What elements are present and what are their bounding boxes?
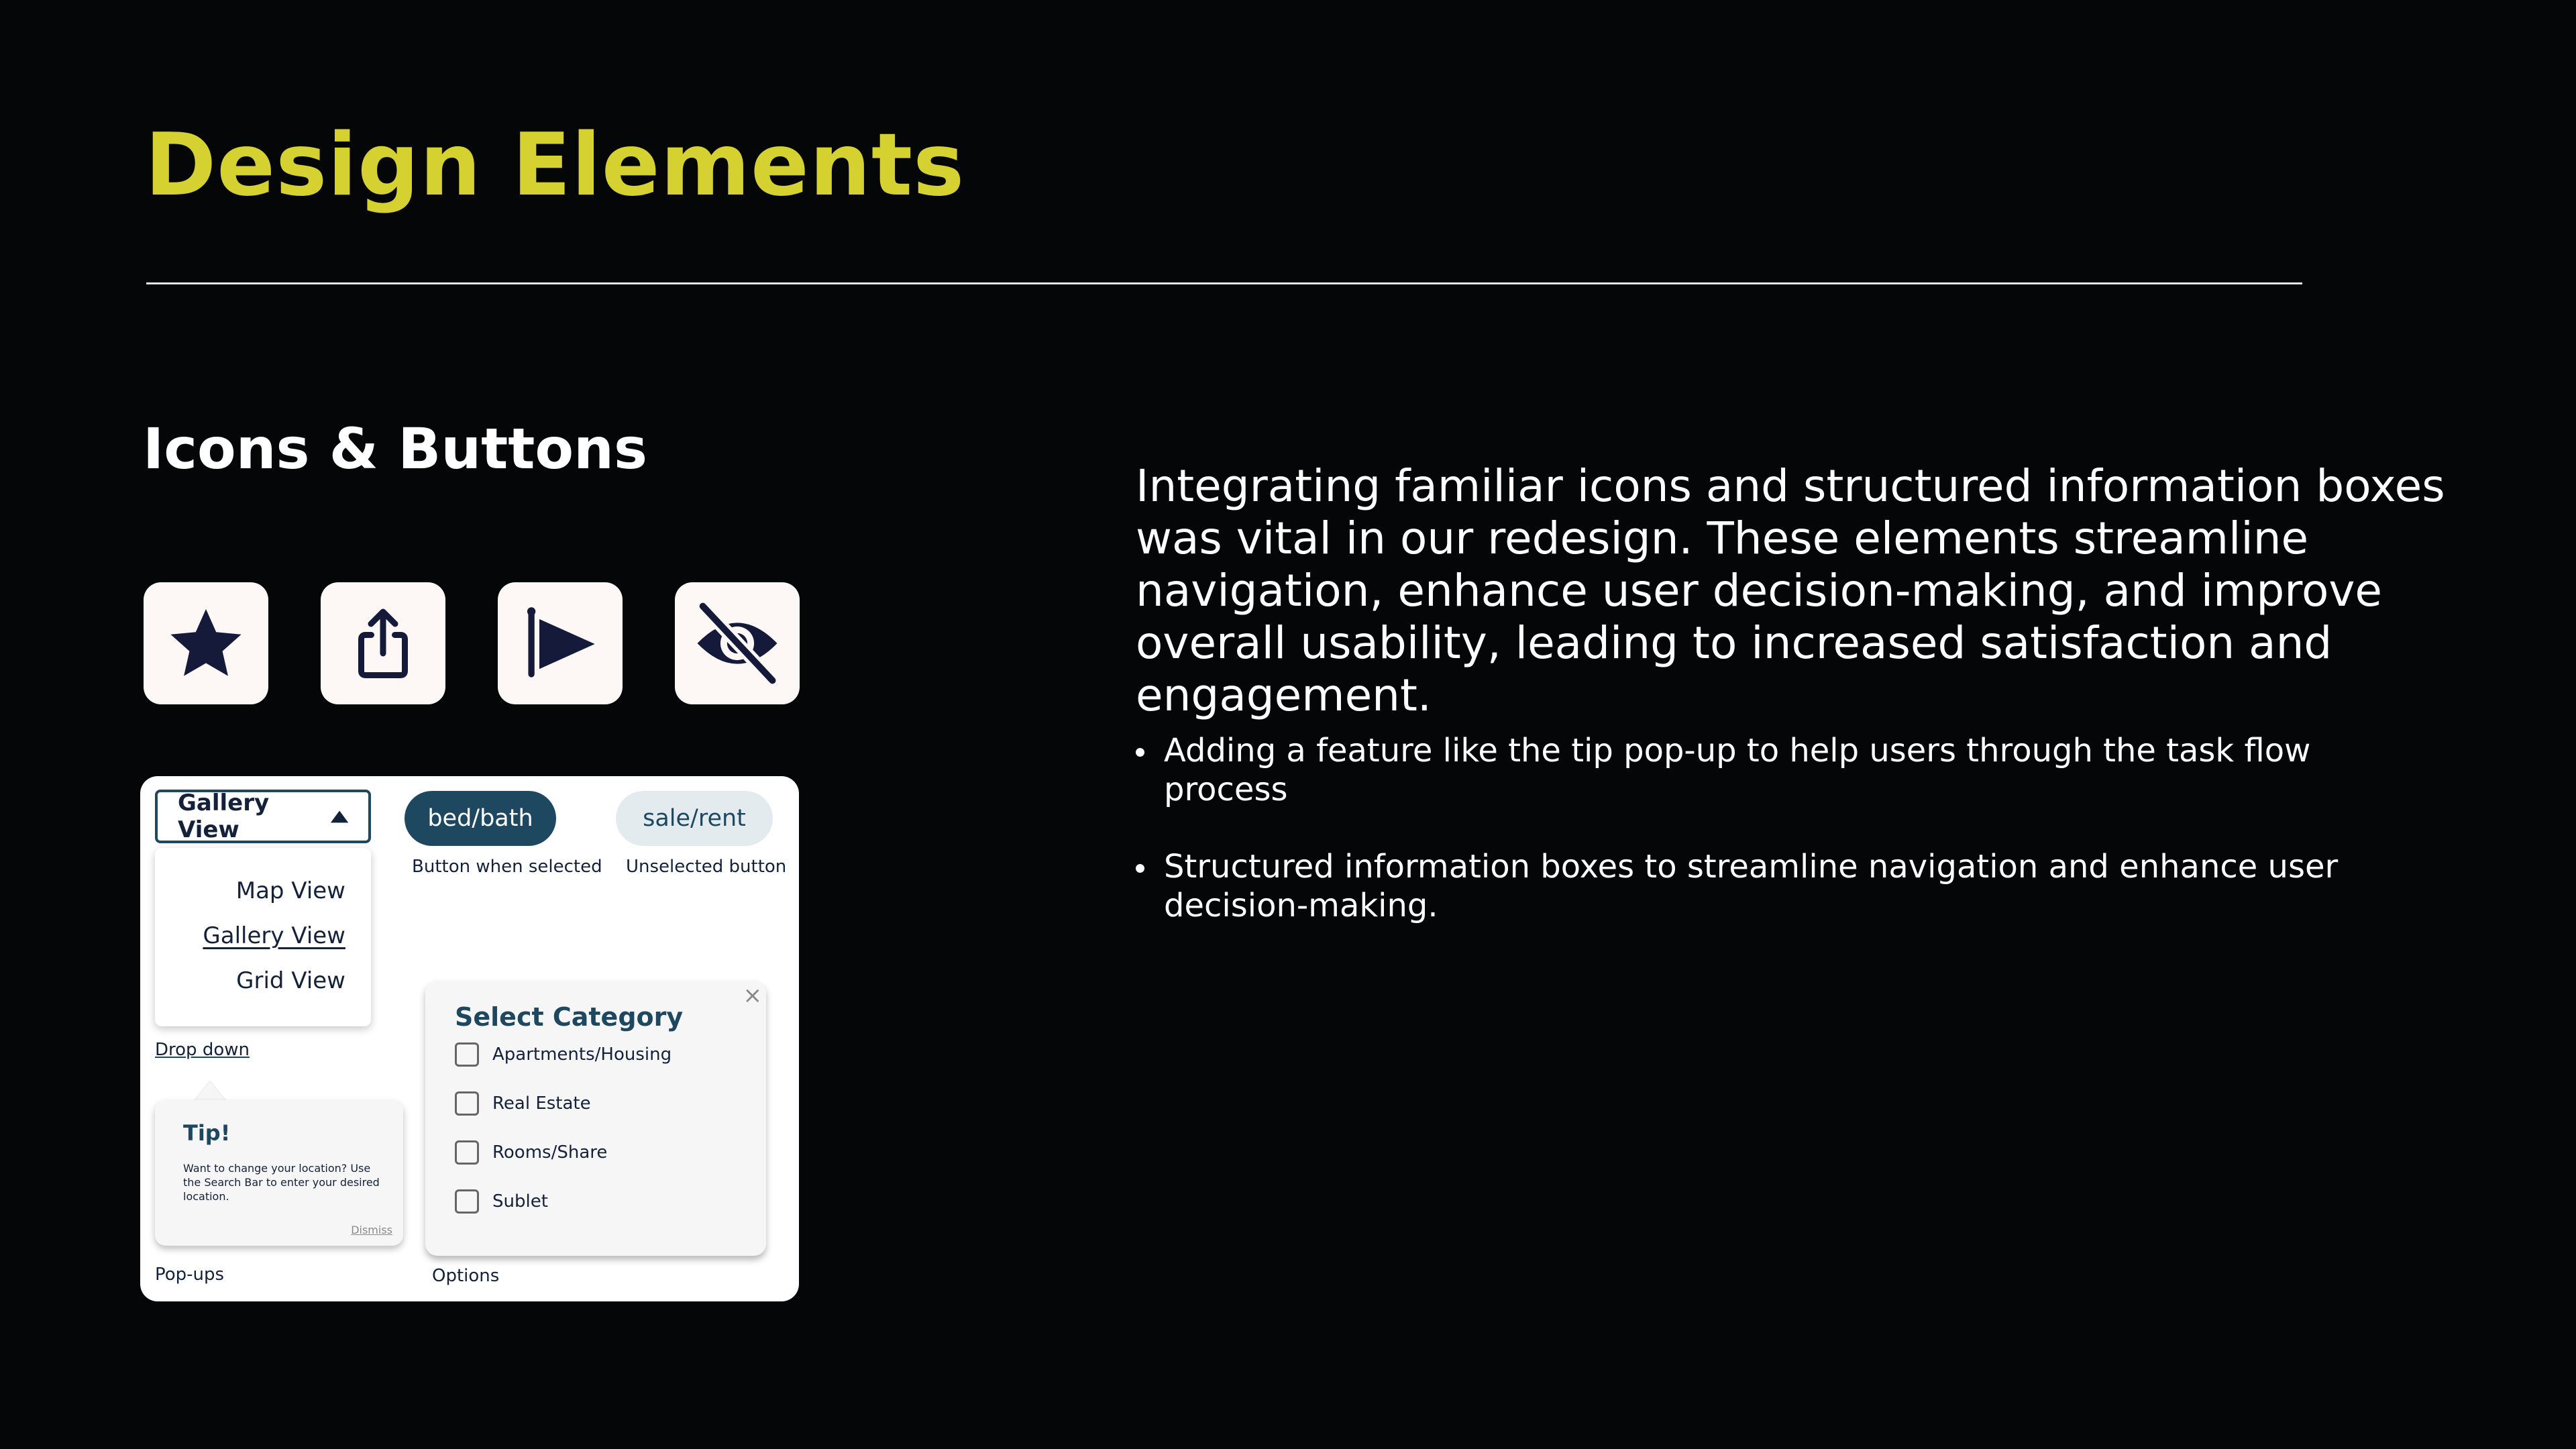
option-label: Rooms/Share bbox=[492, 1142, 608, 1163]
dropdown-selected-label: Gallery View bbox=[178, 790, 270, 843]
caret-up-icon bbox=[329, 808, 350, 824]
components-panel bbox=[140, 776, 799, 1301]
description-paragraph: Integrating familiar icons and structured information boxes was vital in our redesign. These elements streamline navigation, enhance user decision-making, and improve overall usability, leading to increased satisfaction and engagement. bbox=[1136, 460, 2445, 721]
dropdown-option-gallery[interactable]: Gallery View bbox=[203, 922, 345, 949]
tip-card bbox=[155, 1100, 403, 1246]
tip-title: Tip! bbox=[183, 1120, 231, 1146]
bed-bath-button[interactable]: bed/bath bbox=[405, 791, 556, 846]
share-icon bbox=[343, 603, 423, 684]
selected-button-caption: Button when selected bbox=[412, 857, 602, 877]
flag-icon bbox=[519, 602, 602, 685]
eye-off-icon bbox=[690, 596, 784, 690]
checkbox[interactable] bbox=[455, 1042, 479, 1067]
popup-pointer bbox=[194, 1081, 226, 1102]
share-icon-tile[interactable] bbox=[321, 582, 445, 704]
option-real-estate[interactable] bbox=[455, 1091, 591, 1116]
sale-rent-button[interactable]: sale/rent bbox=[616, 791, 773, 846]
checkbox[interactable] bbox=[455, 1091, 479, 1116]
eye-off-icon-tile[interactable] bbox=[675, 582, 800, 704]
section-title: Icons & Buttons bbox=[143, 416, 647, 482]
close-icon[interactable]: × bbox=[743, 982, 762, 1009]
option-sublet[interactable] bbox=[455, 1189, 548, 1214]
dismiss-link[interactable]: Dismiss bbox=[351, 1224, 392, 1236]
unselected-button-caption: Unselected button bbox=[626, 857, 787, 877]
dropdown-caption: Drop down bbox=[155, 1040, 250, 1060]
options-title: Select Category bbox=[455, 1002, 684, 1032]
title-divider bbox=[146, 282, 2302, 284]
flag-icon-tile[interactable] bbox=[498, 582, 623, 704]
dropdown-option-map[interactable]: Map View bbox=[235, 877, 345, 904]
checkbox[interactable] bbox=[455, 1140, 479, 1165]
bullet-item: Adding a feature like the tip pop-up to help users through the task flow process bbox=[1136, 731, 2410, 809]
option-apartments[interactable] bbox=[455, 1042, 672, 1067]
tip-popup bbox=[155, 1081, 403, 1246]
star-icon-tile[interactable] bbox=[144, 582, 268, 704]
option-label: Apartments/Housing bbox=[492, 1044, 672, 1065]
checkbox[interactable] bbox=[455, 1189, 479, 1214]
option-label: Real Estate bbox=[492, 1093, 591, 1114]
page-title: Design Elements bbox=[145, 115, 965, 215]
popups-caption: Pop-ups bbox=[155, 1265, 225, 1285]
dropdown-option-grid[interactable]: Grid View bbox=[236, 967, 345, 994]
view-dropdown[interactable] bbox=[155, 790, 371, 843]
star-icon bbox=[166, 604, 246, 683]
bullet-list bbox=[1136, 731, 2410, 963]
bullet-item: Structured information boxes to streamline navigation and enhance user decision-making. bbox=[1136, 847, 2410, 925]
select-category-card bbox=[425, 981, 766, 1256]
option-rooms-share[interactable] bbox=[455, 1140, 607, 1165]
dropdown-menu bbox=[155, 848, 371, 1026]
option-label: Sublet bbox=[492, 1191, 548, 1212]
options-caption: Options bbox=[432, 1266, 500, 1286]
tip-body: Want to change your location? Use the Search Bar to enter your desired location. bbox=[183, 1162, 380, 1203]
